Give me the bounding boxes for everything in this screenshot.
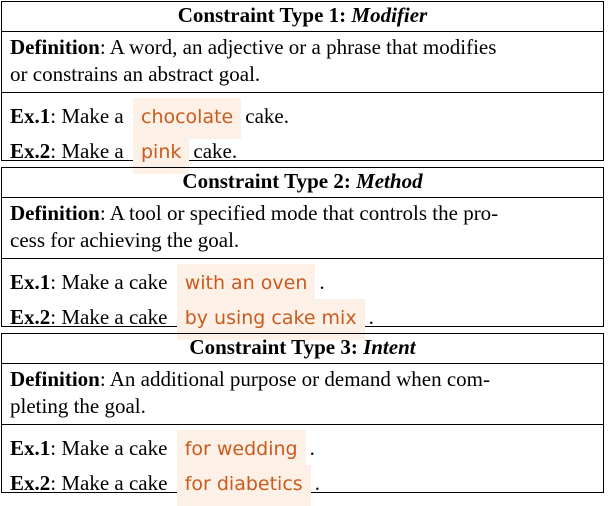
box-title: [2, 168, 603, 198]
example-post: cake.: [245, 104, 289, 128]
example-2: [2, 465, 603, 498]
definition-label: Definition: [10, 367, 100, 391]
example-1: [2, 264, 603, 297]
example-post: .: [368, 305, 374, 329]
example-pre: : Make a cake: [50, 436, 168, 460]
example-highlight: for wedding: [177, 430, 306, 471]
example-1: [2, 98, 603, 131]
constraint-box-modifier: [1, 1, 604, 161]
example-pre: : Make a: [50, 139, 124, 163]
example-label: Ex.2: [10, 305, 51, 329]
constraint-box-method: [1, 167, 604, 327]
definition-line2: cess for achieving the goal.: [10, 228, 240, 252]
example-highlight: by using cake mix: [177, 299, 365, 340]
example-highlight: pink: [133, 133, 189, 174]
example-post: .: [314, 471, 320, 495]
example-post: cake.: [193, 139, 238, 163]
example-label: Ex.1: [10, 270, 51, 294]
example-pre: : Make a cake: [50, 270, 168, 294]
definition-label: Definition: [10, 201, 100, 225]
example-label: Ex.2: [10, 471, 51, 495]
definition-line1: : An additional purpose or demand when com-: [99, 367, 491, 391]
definition: [2, 32, 603, 93]
constraint-box-intent: [1, 333, 604, 493]
example-label: Ex.1: [10, 436, 51, 460]
definition: [2, 198, 603, 259]
definition-line2: or constrains an abstract goal.: [10, 62, 261, 86]
title-prefix: Constraint Type 1:: [177, 3, 352, 27]
example-post: .: [319, 270, 325, 294]
example-label: Ex.2: [10, 139, 51, 163]
example-pre: : Make a cake: [50, 471, 168, 495]
title-name: Intent: [363, 335, 416, 359]
example-pre: : Make a cake: [50, 305, 168, 329]
example-post: .: [309, 436, 315, 460]
definition-label: Definition: [10, 35, 100, 59]
example-1: [2, 430, 603, 463]
box-title: [2, 2, 603, 32]
title-name: Method: [356, 169, 423, 193]
title-prefix: Constraint Type 3:: [189, 335, 364, 359]
example-highlight: chocolate: [133, 98, 241, 139]
definition-line1: : A tool or specified mode that controls the pro-: [99, 201, 499, 225]
box-title: [2, 334, 603, 364]
definition-line2: pleting the goal.: [10, 394, 146, 418]
title-name: Modifier: [351, 3, 428, 27]
example-highlight: for diabetics: [177, 465, 311, 506]
example-pre: : Make a: [50, 104, 124, 128]
definition-line1: : A word, an adjective or a phrase that modifies: [99, 35, 497, 59]
example-label: Ex.1: [10, 104, 51, 128]
example-highlight: with an oven: [177, 264, 316, 305]
title-prefix: Constraint Type 2:: [182, 169, 357, 193]
example-2: [2, 133, 603, 166]
example-2: [2, 299, 603, 332]
definition: [2, 364, 603, 425]
